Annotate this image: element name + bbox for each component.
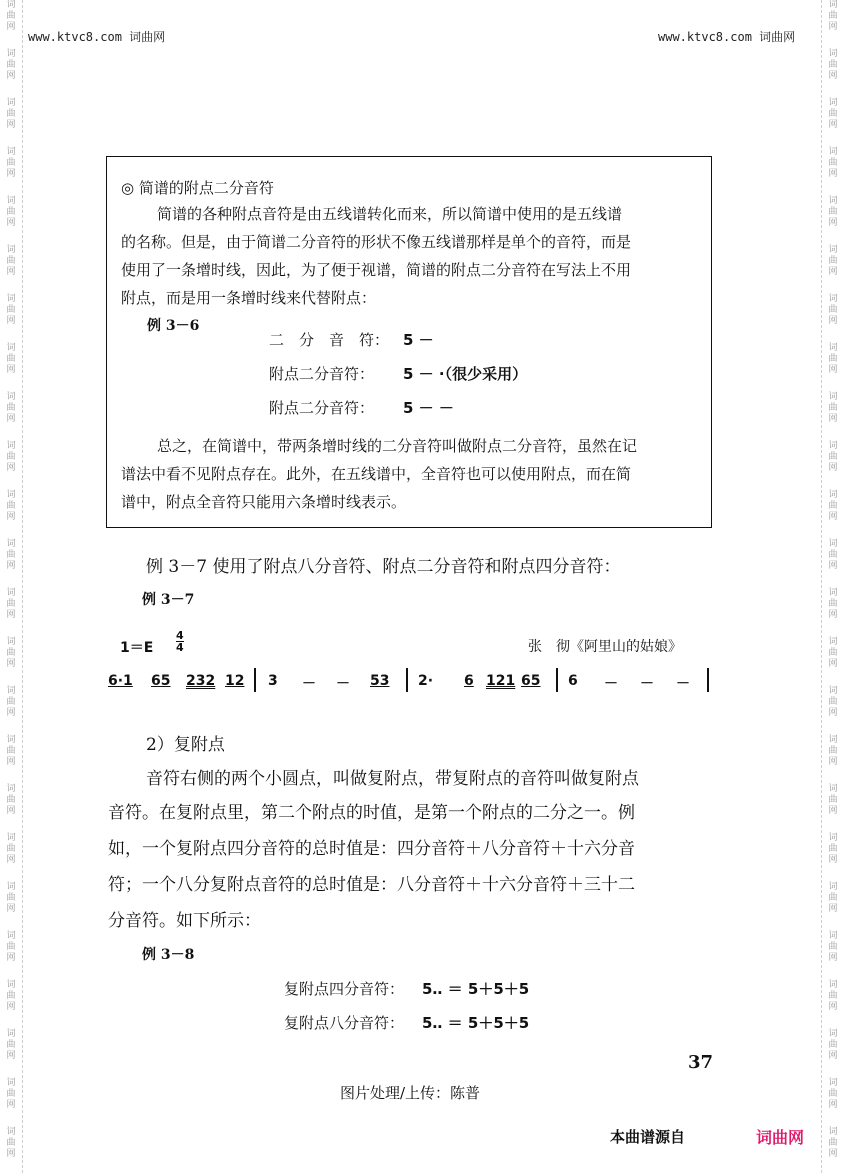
left-margin-line — [22, 0, 23, 1173]
row3-notes: 5 － － — [403, 399, 454, 417]
m4-n2: － — [604, 676, 618, 692]
side-watermark-glyph: 词 曲 网 — [828, 931, 838, 963]
side-watermark-glyph: 词 曲 网 — [6, 1078, 16, 1110]
row1-notes: 5 － — [403, 331, 434, 349]
side-watermark-glyph: 词 曲 网 — [6, 1127, 16, 1159]
side-watermark-glyph: 词 曲 网 — [6, 98, 16, 130]
barline-3 — [556, 668, 558, 692]
side-watermark-glyph: 词 曲 网 — [6, 735, 16, 767]
side-watermark-glyph: 词 曲 网 — [6, 245, 16, 277]
box-p2-line2: 谱法中看不见附点存在。此外，在五线谱中，全音符也可以使用附点，而在简 — [121, 465, 632, 483]
example-3-7-label: 例 3－7 — [142, 592, 195, 608]
side-watermark-glyph: 词 曲 网 — [828, 833, 838, 865]
ex38-row2-label: 复附点八分音符： — [284, 1014, 405, 1032]
m2-n1: 3 — [268, 673, 278, 689]
row3-label: 附点二分音符： — [269, 399, 375, 417]
side-watermark-glyph: 词 曲 网 — [6, 490, 16, 522]
side-watermark-glyph: 词 曲 网 — [828, 147, 838, 179]
m2-n2: － — [302, 676, 316, 692]
side-watermark-glyph: 词 曲 网 — [828, 1078, 838, 1110]
source-label: 本曲谱源自 — [610, 1128, 686, 1146]
side-watermark-glyph: 词 曲 网 — [6, 882, 16, 914]
side-watermark-glyph: 词 曲 网 — [828, 441, 838, 473]
m3-n4: 65 — [521, 673, 541, 689]
time-top: 4 — [176, 629, 184, 642]
side-watermark-glyph: 词 曲 网 — [6, 1029, 16, 1061]
m1-n1: 6·1 — [108, 673, 133, 689]
side-watermark-glyph: 词 曲 网 — [6, 980, 16, 1012]
intro-3-7: 例 3－7 使用了附点八分音符、附点二分音符和附点四分音符： — [146, 557, 621, 577]
side-watermark-glyph: 词 曲 网 — [828, 0, 838, 32]
body-line4: 符；一个八分复附点音符的总时值是：八分音符＋十六分音符＋三十二 — [108, 875, 635, 895]
side-watermark-glyph: 词 曲 网 — [828, 1127, 838, 1159]
side-watermark-glyph: 词 曲 网 — [828, 196, 838, 228]
body-line1: 音符右侧的两个小圆点，叫做复附点，带复附点的音符叫做复附点 — [146, 769, 639, 789]
side-watermark-glyph: 词 曲 网 — [828, 784, 838, 816]
side-watermark-glyph: 词 曲 网 — [828, 735, 838, 767]
side-watermark-glyph: 词 曲 网 — [828, 588, 838, 620]
score-credit: 张 彻《阿里山的姑娘》 — [528, 639, 682, 655]
row2-notes: 5 － ·（很少采用） — [403, 365, 528, 383]
side-watermark-glyph: 词 曲 网 — [6, 294, 16, 326]
m3-n3: 121 — [486, 673, 516, 689]
side-watermark-glyph: 词 曲 网 — [6, 784, 16, 816]
body-line5: 分音符。如下所示： — [108, 911, 261, 931]
side-watermark-glyph: 词 曲 网 — [6, 833, 16, 865]
score-key: 1＝E — [120, 640, 154, 656]
box-p1-line1: 简谱的各种附点音符是由五线谱转化而来，所以简谱中使用的是五线谱 — [157, 205, 623, 223]
side-watermark-glyph: 词 曲 网 — [828, 980, 838, 1012]
m1-n3: 232 — [186, 673, 216, 689]
section-heading: 2）复附点 — [146, 735, 225, 755]
m4-n3: － — [640, 676, 654, 692]
m1-n4: 12 — [225, 673, 245, 689]
side-watermark-glyph: 词 曲 网 — [828, 1029, 838, 1061]
side-watermark-glyph: 词 曲 网 — [828, 539, 838, 571]
side-watermark-glyph: 词 曲 网 — [6, 441, 16, 473]
side-watermark-glyph: 词 曲 网 — [828, 245, 838, 277]
side-watermark-glyph: 词 曲 网 — [828, 49, 838, 81]
m1-n2: 65 — [151, 673, 171, 689]
dotted-half-note-box — [106, 156, 712, 528]
barline-2 — [406, 668, 408, 692]
side-watermark-glyph: 词 曲 网 — [6, 637, 16, 669]
side-watermark-glyph: 词 曲 网 — [6, 539, 16, 571]
source-site-link[interactable]: 词曲网 — [756, 1128, 805, 1147]
side-watermark-glyph: 词 曲 网 — [6, 196, 16, 228]
m4-n1: 6 — [568, 673, 578, 689]
m4-n4: － — [676, 676, 690, 692]
right-side-watermark — [826, 0, 840, 1173]
side-watermark-glyph: 词 曲 网 — [828, 686, 838, 718]
side-watermark-glyph: 词 曲 网 — [828, 882, 838, 914]
example-3-6-label: 例 3－6 — [147, 318, 200, 334]
watermark-right[interactable]: www.ktvc8.com 词曲网 — [658, 30, 796, 44]
m2-n4: 53 — [370, 673, 390, 689]
time-bottom: 4 — [176, 641, 184, 654]
side-watermark-glyph: 词 曲 网 — [6, 392, 16, 424]
side-watermark-glyph: 词 曲 网 — [6, 0, 16, 32]
side-watermark-glyph: 词 曲 网 — [828, 343, 838, 375]
row1-label: 二 分 音 符： — [269, 331, 390, 349]
side-watermark-glyph: 词 曲 网 — [6, 49, 16, 81]
side-watermark-glyph: 词 曲 网 — [6, 686, 16, 718]
side-watermark-glyph: 词 曲 网 — [6, 588, 16, 620]
side-watermark-glyph: 词 曲 网 — [828, 294, 838, 326]
example-3-8-label: 例 3－8 — [142, 947, 195, 963]
ex38-row1-notes: 5‥ ＝ 5＋5＋5 — [422, 980, 530, 998]
page-number: 37 — [688, 1052, 714, 1073]
right-margin-line — [821, 0, 822, 1173]
box-p1-line2: 的名称。但是，由于简谱二分音符的形状不像五线谱那样是单个的音符，而是 — [121, 233, 632, 251]
body-line3: 如，一个复附点四分音符的总时值是：四分音符＋八分音符＋十六分音 — [108, 839, 635, 859]
side-watermark-glyph: 词 曲 网 — [828, 98, 838, 130]
m2-n3: － — [336, 676, 350, 692]
left-side-watermark — [4, 0, 18, 1173]
side-watermark-glyph: 词 曲 网 — [6, 931, 16, 963]
box-p2-line3: 谱中，附点全音符只能用六条增时线表示。 — [121, 493, 407, 511]
side-watermark-glyph: 词 曲 网 — [6, 147, 16, 179]
box-p1-line3: 使用了一条增时线，因此，为了便于视谱，简谱的附点二分音符在写法上不用 — [121, 261, 632, 279]
side-watermark-glyph: 词 曲 网 — [828, 490, 838, 522]
ex38-row1-label: 复附点四分音符： — [284, 980, 405, 998]
side-watermark-glyph: 词 曲 网 — [828, 637, 838, 669]
row2-label: 附点二分音符： — [269, 365, 375, 383]
time-signature — [176, 630, 184, 653]
image-credit: 图片处理/上传：陈普 — [340, 1084, 481, 1102]
box-title: ◎ 简谱的附点二分音符 — [121, 179, 274, 197]
side-watermark-glyph: 词 曲 网 — [6, 343, 16, 375]
ex38-row2-notes: 5‥ ＝ 5＋5＋5 — [422, 1014, 530, 1032]
barline-end — [707, 668, 709, 692]
body-line2: 音符。在复附点里，第二个附点的时值，是第一个附点的二分之一。例 — [108, 803, 635, 823]
watermark-left[interactable]: www.ktvc8.com 词曲网 — [28, 30, 166, 44]
side-watermark-glyph: 词 曲 网 — [828, 392, 838, 424]
box-p2-line1: 总之，在简谱中，带两条增时线的二分音符叫做附点二分音符，虽然在记 — [157, 437, 638, 455]
m3-n1: 2· — [418, 673, 434, 689]
box-p1-line4: 附点，而是用一条增时线来代替附点： — [121, 289, 377, 307]
barline-1 — [254, 668, 256, 692]
m3-n2: 6 — [464, 673, 474, 689]
